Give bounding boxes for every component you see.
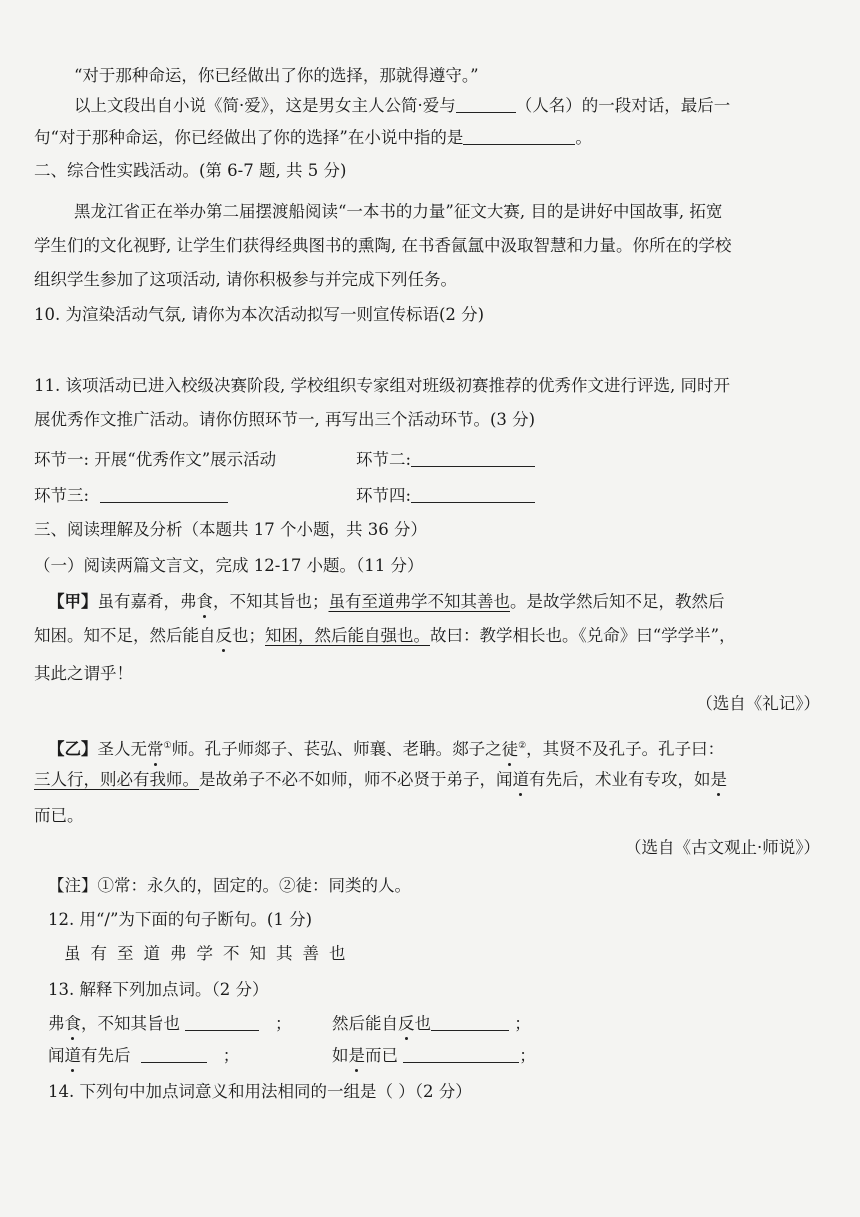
answer-blank[interactable] xyxy=(431,1014,509,1031)
step-3: 环节三: xyxy=(34,486,228,506)
answer-blank[interactable] xyxy=(100,486,228,503)
answer-blank[interactable] xyxy=(411,450,535,467)
answer-blank[interactable] xyxy=(185,1014,259,1031)
question-14: 14. 下列句中加点词意义和用法相同的一组是（ ）（2 分） xyxy=(48,1082,472,1101)
passage-yi: 三人行，则必有我师。是故弟子不必不如师，师不必贤于弟子，闻道有先后，术业有专攻，如是 xyxy=(34,770,727,789)
section-heading: 二、综合性实践活动。(第 6-7 题, 共 5 分) xyxy=(34,161,347,180)
passage-jia: 其此之谓乎！ xyxy=(34,664,133,683)
question-11: 展优秀作文推广活动。请你仿照环节一, 再写出三个活动环节。(3 分) xyxy=(34,410,536,429)
q13-item: 弗食，不知其旨也 ； xyxy=(48,1014,292,1033)
answer-blank[interactable] xyxy=(456,96,516,113)
question-12: 12. 用“/”为下面的句子断句。(1 分) xyxy=(48,910,313,929)
step-2: 环节二: xyxy=(356,450,535,470)
q13-item: 如是而已 ； xyxy=(332,1046,536,1065)
answer-blank[interactable] xyxy=(141,1046,207,1063)
answer-blank[interactable] xyxy=(411,486,535,503)
question-12-sentence: 虽有至道弗学不知其善也 xyxy=(64,944,356,963)
paragraph-line: 学生们的文化视野, 让学生们获得经典图书的熏陶, 在书香氤氲中汲取智慧和力量。你所在的学校 xyxy=(34,236,732,255)
passage-jia: 知困。知不足，然后能自反也；知困，然后能自强也。故曰：教学相长也。《兑命》曰“学学半”， xyxy=(34,626,736,645)
question-text: 以上文段出自小说《简·爱》，这是男女主人公简·爱与 （人名）的一段对话，最后一 xyxy=(74,96,731,115)
passage-yi: 【乙】圣人无常①师。孔子师郯子、苌弘、师襄、老聃。郯子之徒②，其贤不及孔子。孔子曰： xyxy=(48,739,725,759)
quote-line: “对于那种命运，你已经做出了你的选择，那就得遵守。” xyxy=(74,66,479,85)
step-1: 环节一: 开展“优秀作文”展示活动 xyxy=(34,450,277,469)
question-text: 句“对于那种命运，你已经做出了你的选择”在小说中指的是 。 xyxy=(34,128,592,147)
answer-blank[interactable] xyxy=(403,1046,519,1063)
question-11: 11. 该项活动已进入校级决赛阶段, 学校组织专家组对班级初赛推荐的优秀作文进行评选, 同时开 xyxy=(34,376,730,395)
q13-item: 然后能自反也 ； xyxy=(332,1014,531,1033)
step-4: 环节四: xyxy=(356,486,535,506)
subsection-heading: （一）阅读两篇文言文，完成 12-17 小题。（11 分） xyxy=(34,556,424,575)
answer-blank[interactable] xyxy=(463,128,575,145)
passage-yi: 而已。 xyxy=(34,806,84,825)
question-13: 13. 解释下列加点词。（2 分） xyxy=(48,980,269,999)
passage-jia: 【甲】虽有嘉肴，弗食，不知其旨也；虽有至道弗学不知其善也。是故学然后知不足，教然后 xyxy=(48,592,725,611)
question-10: 10. 为渲染活动气氛, 请你为本次活动拟写一则宣传标语(2 分) xyxy=(34,305,485,324)
source-note: （选自《礼记》） xyxy=(696,694,820,713)
paragraph-line: 黑龙江省正在举办第二届摆渡船阅读“一本书的力量”征文大赛, 目的是讲好中国故事, 拓宽 xyxy=(74,202,723,221)
annotation-note: 【注】①常：永久的，固定的。②徒：同类的人。 xyxy=(48,876,411,895)
q13-item: 闻道有先后 ； xyxy=(48,1046,240,1065)
section-heading: 三、阅读理解及分析（本题共 17 个小题，共 36 分） xyxy=(34,520,427,539)
paragraph-line: 组织学生参加了这项活动, 请你积极参与并完成下列任务。 xyxy=(34,270,457,289)
source-note: （选自《古文观止·师说》） xyxy=(625,838,820,857)
